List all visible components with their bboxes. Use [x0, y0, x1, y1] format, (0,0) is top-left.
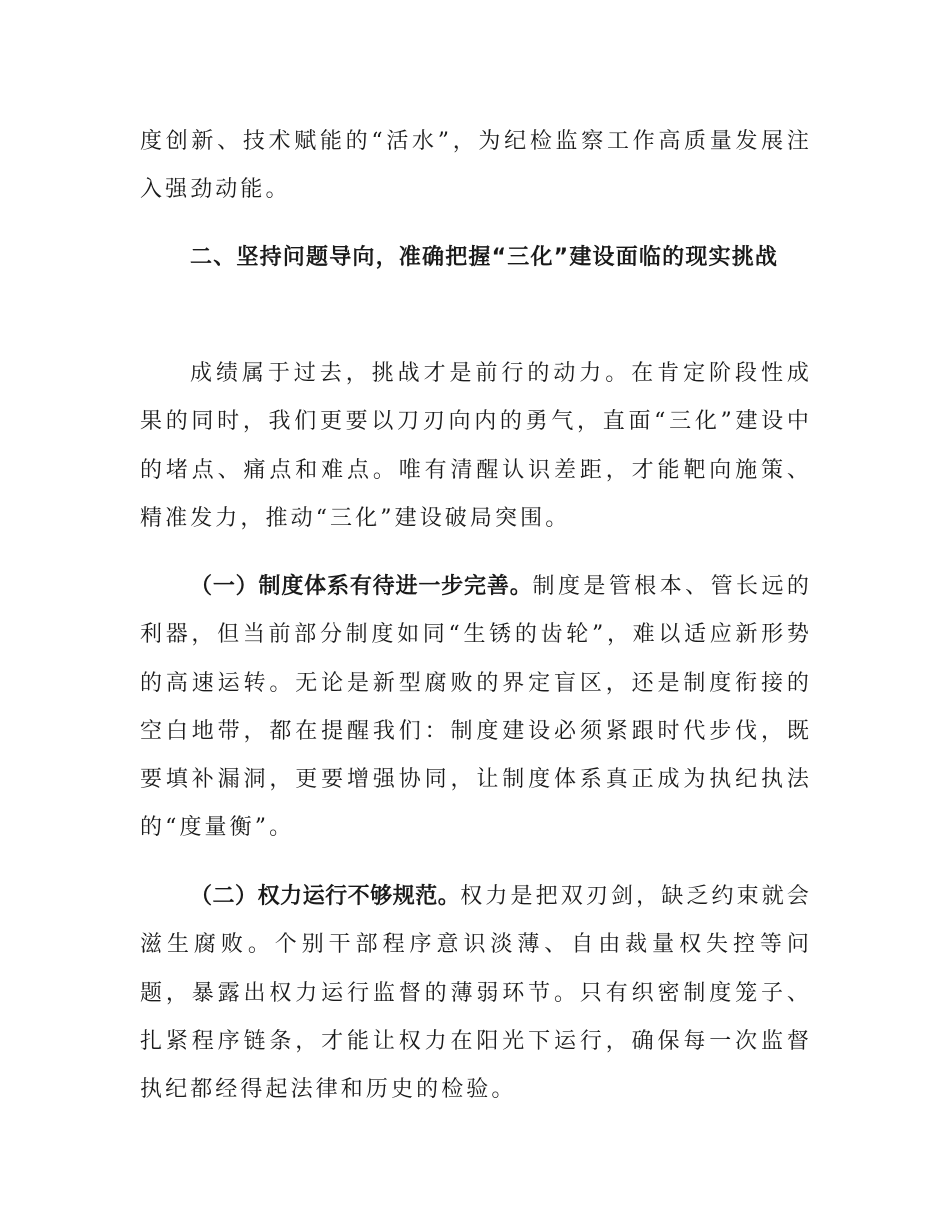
paragraph-subsection-1	[140, 563, 812, 853]
subsection-title: （二）权力运行不够规范。	[190, 884, 461, 909]
subsection-title: （一）制度体系有待进一步完善。	[190, 574, 533, 599]
paragraph-text: 度创新、技术赋能的“活水”，为纪检监察工作高质量发展注入强劲动能。	[140, 129, 812, 203]
section-heading-text: 二、坚持问题导向，准确把握“三化”建设面临的现实挑战	[190, 245, 779, 270]
paragraph-text: 权力是把双刃剑，缺乏约束就会滋生腐败。个别干部程序意识淡薄、自由裁量权失控等问题，暴露出权力运行监督的薄弱环节。只有织密制度笼子、扎紧程序链条，才能让权力在阳光下运行，确保每一次监督执纪都经得起法律和历史的检验。	[140, 884, 812, 1103]
paragraph-intro	[140, 350, 812, 543]
paragraph-continuation	[140, 118, 812, 215]
paragraph-text: 成绩属于过去，挑战才是前行的动力。在肯定阶段性成果的同时，我们更要以刀刃向内的勇气，直面“三化”建设中的堵点、痛点和难点。唯有清醒认识差距，才能靶向施策、精准发力，推动“三化”建设破局突围。	[140, 361, 812, 531]
section-heading	[140, 234, 812, 282]
paragraph-text: 制度是管根本、管长远的利器，但当前部分制度如同“生锈的齿轮”，难以适应新形势的高速运转。无论是新型腐败的界定盲区，还是制度衔接的空白地带，都在提醒我们：制度建设必须紧跟时代步伐，既要填补漏洞，更要增强协同，让制度体系真正成为执纪执法的“度量衡”。	[140, 574, 812, 841]
paragraph-subsection-2	[140, 873, 812, 1114]
